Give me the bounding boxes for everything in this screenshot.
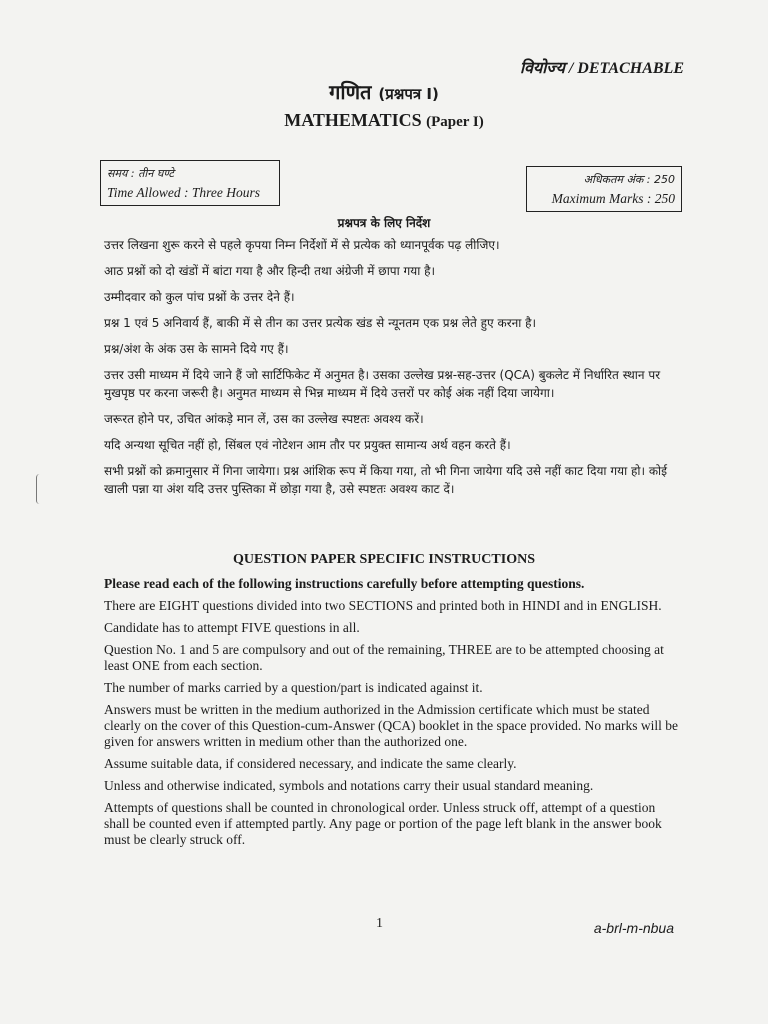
title-english-paper: (Paper I) [426,114,484,130]
time-allowed-english: Time Allowed : Three Hours [107,185,261,200]
title-hindi-text: गणित [329,80,372,104]
maximum-marks-english: Maximum Marks : 250 [551,191,675,206]
english-instructions-heading: QUESTION PAPER SPECIFIC INSTRUCTIONS [233,552,535,567]
english-instruction: There are EIGHT questions divided into two SECTIONS and printed both in HINDI and in ENGLISH. [104,598,662,613]
english-instruction: Answers must be written in the medium authorized in the Admission certificate which must be stated clearly on the cover of this Question-cum-Answer (QCA) booklet in the space provided. No marks will be given for answers written in medium other than the authorized one. [104,702,678,749]
time-allowed-box [100,160,280,206]
margin-pen-mark [36,474,43,504]
hindi-instruction: यदि अन्यथा सूचित नहीं हो, सिंबल एवं नोटेशन आम तौर पर प्रयुक्त सामान्य अर्थ वहन करते हैं। [104,438,511,452]
paper-code: a-brl-m-nbua [593,920,674,936]
english-instruction: Attempts of questions shall be counted in chronological order. Unless struck off, attempt of a question shall be counted even if attempted partly. Any page or portion of the page left blank in the answer book must be clearly struck off. [104,800,662,847]
maximum-marks-hindi: अधिकतम अंक : 250 [583,173,675,186]
hindi-instruction: आठ प्रश्नों को दो खंडों में बांटा गया है और हिन्दी तथा अंग्रेजी में छापा गया है। [104,264,436,278]
detachable-label: वियोज्य / DETACHABLE [519,60,684,77]
english-instruction: Unless and otherwise indicated, symbols and notations carry their usual standard meaning. [104,778,594,793]
title-hindi [0,78,768,105]
hindi-instruction: सभी प्रश्नों को क्रमानुसार में गिना जायेगा। प्रश्न आंशिक रूप में किया गया, तो भी गिना जायेगा यदि उसे नहीं काट दिया गया हो। कोई खाली पन्ना या अंश यदि उत्तर पुस्तिका में छोड़ा गया है, उसे स्पष्टतः अवश्य काट दें। [104,464,668,496]
hindi-instructions-heading: प्रश्नपत्र के लिए निर्देश [337,216,431,230]
time-allowed-hindi: समय : तीन घण्टे [107,167,174,180]
english-instruction-lead: Please read each of the following instructions carefully before attempting questions. [104,576,585,591]
hindi-instruction: प्रश्न 1 एवं 5 अनिवार्य हैं, बाकी में से तीन का उत्तर प्रत्येक खंड से न्यूनतम एक प्रश्न लेते हुए करना है। [104,316,537,330]
title-hindi-paper: (प्रश्नपत्र I) [378,85,439,103]
hindi-instruction: उत्तर उसी माध्यम में दिये जाने हैं जो सार्टिफिकेट में अनुमत है। उसका उल्लेख प्रश्न-सह-उत्तर (QCA) बुकलेट में निर्धारित स्थान पर मुखपृष्ठ पर करना जरूरी है। अनुमत माध्यम से भिन्न माध्यम में दिये उत्तरों पर कोई अंक नहीं दिया जायेगा। [104,368,661,400]
title-english-text: MATHEMATICS [284,110,422,130]
hindi-instruction: जरूरत होने पर, उचित आंकड़े मान लें, उस का उल्लेख स्पष्टतः अवश्य करें। [104,412,424,426]
hindi-instruction: प्रश्न/अंश के अंक उस के सामने दिये गए हैं। [104,342,289,356]
english-instructions-list [104,576,678,854]
english-instruction: The number of marks carried by a question/part is indicated against it. [104,680,483,695]
maximum-marks-box [526,166,682,212]
english-instruction: Question No. 1 and 5 are compulsory and out of the remaining, THREE are to be attempted choosing at least ONE from each section. [104,642,664,673]
hindi-instruction: उत्तर लिखना शुरू करने से पहले कृपया निम्न निर्देशों में से प्रत्येक को ध्यानपूर्वक पढ़ लीजिए। [104,238,500,252]
hindi-instructions-list [104,236,678,506]
hindi-instruction: उम्मीदवार को कुल पांच प्रश्नों के उत्तर देने हैं। [104,290,295,304]
page-number: 1 [376,916,383,931]
english-instruction: Candidate has to attempt FIVE questions in all. [104,620,360,635]
english-instruction: Assume suitable data, if considered necessary, and indicate the same clearly. [104,756,517,771]
title-english [0,110,768,131]
